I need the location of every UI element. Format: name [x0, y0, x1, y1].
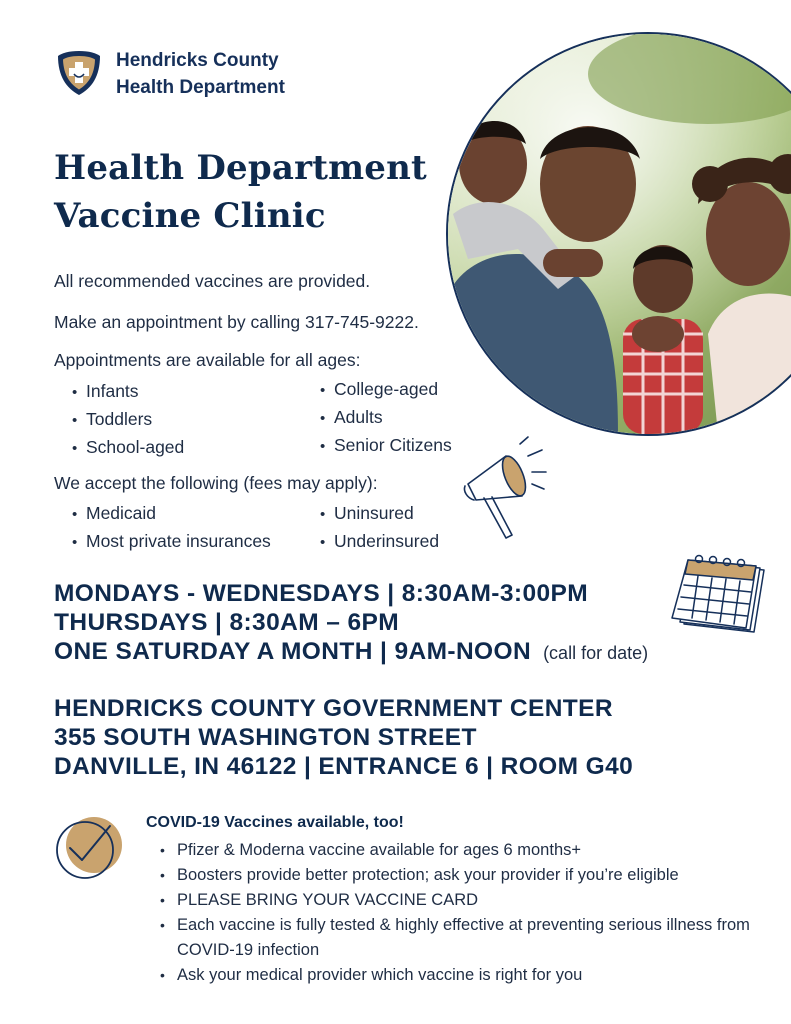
schedule-saturday	[54, 637, 648, 668]
organization-name	[116, 47, 285, 101]
appointment-phone-text: Make an appointment by calling 317-745-9222.	[54, 312, 419, 332]
title-line1: Health Department	[54, 148, 427, 188]
ages-list-right	[320, 376, 452, 460]
megaphone-icon	[462, 434, 552, 544]
list-item: • PLEASE BRING YOUR VACCINE CARD	[160, 888, 780, 913]
org-name-line2: Health Department	[116, 77, 285, 98]
schedule-saturday-text: ONE SATURDAY A MONTH | 9AM-NOON	[54, 638, 532, 665]
ages-list-left	[72, 378, 184, 462]
list-item: • Senior Citizens	[320, 432, 452, 460]
list-item: • Adults	[320, 404, 452, 432]
check-circle-icon	[52, 812, 122, 882]
address-line2: 355 SOUTH WASHINGTON STREET	[54, 724, 477, 751]
page-title	[54, 144, 427, 240]
list-item: • Pfizer & Moderna vaccine available for ages 6 months+	[160, 838, 780, 863]
list-item: • College-aged	[320, 376, 452, 404]
list-item: • Toddlers	[72, 406, 184, 434]
address-line3: DANVILLE, IN 46122 | ENTRANCE 6 | ROOM G40	[54, 753, 634, 780]
list-item: • School-aged	[72, 434, 184, 462]
list-item: • Boosters provide better protection; ask your provider if you’re eligible	[160, 863, 780, 888]
covid-list	[160, 838, 780, 988]
list-item: • Each vaccine is fully tested & highly effective at preventing serious illness from COVID-19 infection	[160, 913, 777, 963]
list-item: • Uninsured	[320, 500, 439, 528]
list-item: • Infants	[72, 378, 184, 406]
call-for-date-note: (call for date)	[543, 643, 649, 663]
list-item: • Most private insurances	[72, 528, 271, 556]
schedule-mon-wed: MONDAYS - WEDNESDAYS | 8:30AM-3:00PM	[54, 580, 589, 607]
payment-list-left	[72, 500, 271, 556]
vaccines-provided-text: All recommended vaccines are provided.	[54, 271, 371, 291]
calendar-icon	[668, 552, 768, 634]
family-photo	[446, 32, 791, 436]
title-line2: Vaccine Clinic	[54, 196, 326, 236]
list-item: • Medicaid	[72, 500, 271, 528]
org-name-line1: Hendricks County	[116, 50, 279, 71]
payment-heading: We accept the following (fees may apply):	[54, 473, 378, 493]
schedule-thursday: THURSDAYS | 8:30AM – 6PM	[54, 609, 400, 636]
shield-cross-icon	[54, 48, 104, 98]
covid-heading: COVID-19 Vaccines available, too!	[146, 814, 404, 831]
ages-heading: Appointments are available for all ages:	[54, 350, 361, 370]
address-line1: HENDRICKS COUNTY GOVERNMENT CENTER	[54, 695, 613, 722]
list-item: • Ask your medical provider which vaccine is right for you	[160, 963, 780, 988]
list-item: • Underinsured	[320, 528, 439, 556]
payment-list-right	[320, 500, 439, 556]
